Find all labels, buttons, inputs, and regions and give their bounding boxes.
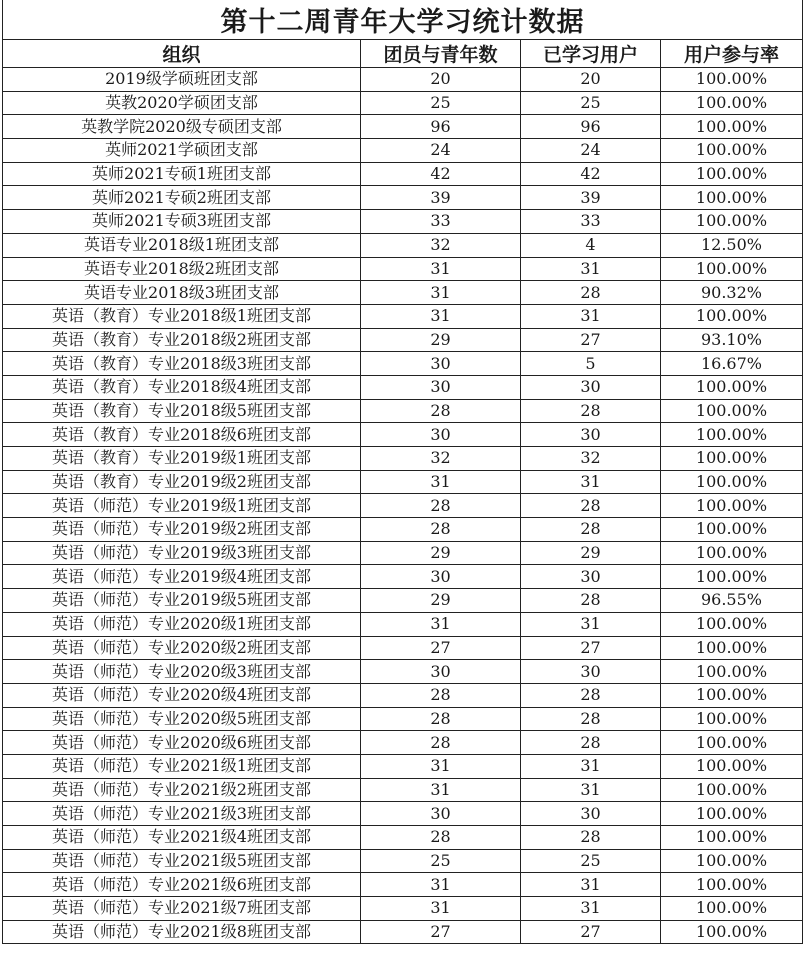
learned-users-cell: 31: [521, 257, 661, 281]
organization-cell: 英语（师范）专业2019级2班团支部: [3, 518, 361, 542]
learned-users-cell: 42: [521, 162, 661, 186]
learned-users-cell: 27: [521, 920, 661, 944]
member-count-cell: 31: [361, 612, 521, 636]
table-row: [3, 139, 803, 163]
learned-users-cell: 28: [521, 494, 661, 518]
organization-cell: 英师2021专硕1班团支部: [3, 162, 361, 186]
participation-rate-cell: 100.00%: [661, 375, 803, 399]
table-body: [3, 68, 803, 944]
participation-rate-cell: 100.00%: [661, 210, 803, 234]
table-row: [3, 115, 803, 139]
organization-cell: 英师2021学硕团支部: [3, 139, 361, 163]
participation-rate-cell: 100.00%: [661, 778, 803, 802]
learned-users-cell: 25: [521, 91, 661, 115]
table-row: [3, 612, 803, 636]
organization-cell: 英语（教育）专业2018级3班团支部: [3, 352, 361, 376]
learned-users-cell: 28: [521, 826, 661, 850]
organization-cell: 英语专业2018级1班团支部: [3, 233, 361, 257]
member-count-cell: 30: [361, 660, 521, 684]
table-row: [3, 849, 803, 873]
member-count-cell: 39: [361, 186, 521, 210]
table-row: [3, 589, 803, 613]
learned-users-cell: 27: [521, 328, 661, 352]
organization-cell: 英语（师范）专业2020级4班团支部: [3, 683, 361, 707]
member-count-cell: 20: [361, 68, 521, 92]
organization-cell: 英语（教育）专业2018级2班团支部: [3, 328, 361, 352]
member-count-cell: 31: [361, 257, 521, 281]
learned-users-cell: 28: [521, 589, 661, 613]
learned-users-cell: 31: [521, 897, 661, 921]
organization-cell: 英语（教育）专业2018级1班团支部: [3, 304, 361, 328]
table-row: [3, 494, 803, 518]
participation-rate-cell: 100.00%: [661, 399, 803, 423]
participation-rate-cell: 100.00%: [661, 636, 803, 660]
learned-users-cell: 32: [521, 447, 661, 471]
learned-users-cell: 31: [521, 778, 661, 802]
table-row: [3, 423, 803, 447]
member-count-cell: 31: [361, 778, 521, 802]
organization-cell: 英语（师范）专业2020级6班团支部: [3, 731, 361, 755]
participation-rate-cell: 100.00%: [661, 257, 803, 281]
header-row: [3, 40, 803, 68]
learned-users-cell: 31: [521, 470, 661, 494]
learned-users-cell: 28: [521, 707, 661, 731]
table-row: [3, 754, 803, 778]
table-row: [3, 186, 803, 210]
member-count-cell: 27: [361, 636, 521, 660]
participation-rate-cell: 100.00%: [661, 115, 803, 139]
table-row: [3, 873, 803, 897]
organization-cell: 英语（师范）专业2021级7班团支部: [3, 897, 361, 921]
member-count-cell: 31: [361, 873, 521, 897]
participation-rate-cell: 100.00%: [661, 920, 803, 944]
participation-rate-cell: 100.00%: [661, 186, 803, 210]
participation-rate-cell: 100.00%: [661, 849, 803, 873]
member-count-cell: 31: [361, 281, 521, 305]
table-row: [3, 399, 803, 423]
organization-cell: 英语（师范）专业2019级4班团支部: [3, 565, 361, 589]
learned-users-cell: 96: [521, 115, 661, 139]
organization-cell: 英语（教育）专业2018级6班团支部: [3, 423, 361, 447]
learned-users-cell: 30: [521, 565, 661, 589]
participation-rate-cell: 100.00%: [661, 754, 803, 778]
table-row: [3, 281, 803, 305]
table-row: [3, 518, 803, 542]
participation-rate-cell: 100.00%: [661, 897, 803, 921]
participation-rate-cell: 100.00%: [661, 91, 803, 115]
table-row: [3, 162, 803, 186]
member-count-cell: 31: [361, 470, 521, 494]
organization-cell: 英语（师范）专业2021级2班团支部: [3, 778, 361, 802]
column-header-organization: 组织: [3, 40, 361, 68]
table-row: [3, 707, 803, 731]
member-count-cell: 30: [361, 375, 521, 399]
column-header-member-count: 团员与青年数: [361, 40, 521, 68]
member-count-cell: 29: [361, 589, 521, 613]
table-row: [3, 920, 803, 944]
participation-rate-cell: 100.00%: [661, 612, 803, 636]
organization-cell: 英师2021专硕3班团支部: [3, 210, 361, 234]
table-row: [3, 565, 803, 589]
learned-users-cell: 31: [521, 873, 661, 897]
member-count-cell: 29: [361, 328, 521, 352]
table-row: [3, 447, 803, 471]
table-row: [3, 897, 803, 921]
table-row: [3, 731, 803, 755]
member-count-cell: 33: [361, 210, 521, 234]
participation-rate-cell: 100.00%: [661, 707, 803, 731]
learned-users-cell: 31: [521, 754, 661, 778]
organization-cell: 英语专业2018级2班团支部: [3, 257, 361, 281]
table-row: [3, 68, 803, 92]
participation-rate-cell: 90.32%: [661, 281, 803, 305]
learned-users-cell: 30: [521, 660, 661, 684]
participation-rate-cell: 100.00%: [661, 518, 803, 542]
participation-rate-cell: 100.00%: [661, 68, 803, 92]
table-row: [3, 683, 803, 707]
participation-rate-cell: 100.00%: [661, 541, 803, 565]
member-count-cell: 42: [361, 162, 521, 186]
member-count-cell: 30: [361, 352, 521, 376]
learned-users-cell: 30: [521, 802, 661, 826]
learned-users-cell: 30: [521, 375, 661, 399]
organization-cell: 英语（师范）专业2021级1班团支部: [3, 754, 361, 778]
organization-cell: 英语（教育）专业2019级1班团支部: [3, 447, 361, 471]
member-count-cell: 30: [361, 423, 521, 447]
participation-rate-cell: 100.00%: [661, 139, 803, 163]
learned-users-cell: 31: [521, 304, 661, 328]
organization-cell: 英语（师范）专业2019级5班团支部: [3, 589, 361, 613]
organization-cell: 英语（师范）专业2021级5班团支部: [3, 849, 361, 873]
member-count-cell: 31: [361, 754, 521, 778]
organization-cell: 英语（师范）专业2019级1班团支部: [3, 494, 361, 518]
table-row: [3, 352, 803, 376]
learned-users-cell: 20: [521, 68, 661, 92]
participation-rate-cell: 100.00%: [661, 826, 803, 850]
member-count-cell: 31: [361, 304, 521, 328]
organization-cell: 英教2020学硕团支部: [3, 91, 361, 115]
table-row: [3, 778, 803, 802]
organization-cell: 英语（师范）专业2021级3班团支部: [3, 802, 361, 826]
participation-rate-cell: 100.00%: [661, 470, 803, 494]
member-count-cell: 28: [361, 707, 521, 731]
table-row: [3, 636, 803, 660]
learned-users-cell: 24: [521, 139, 661, 163]
member-count-cell: 30: [361, 565, 521, 589]
table-row: [3, 91, 803, 115]
table-row: [3, 802, 803, 826]
member-count-cell: 96: [361, 115, 521, 139]
participation-rate-cell: 100.00%: [661, 162, 803, 186]
member-count-cell: 29: [361, 541, 521, 565]
table-row: [3, 470, 803, 494]
participation-rate-cell: 100.00%: [661, 565, 803, 589]
organization-cell: 英语专业2018级3班团支部: [3, 281, 361, 305]
column-header-participation-rate: 用户参与率: [661, 40, 803, 68]
member-count-cell: 32: [361, 233, 521, 257]
organization-cell: 英师2021专硕2班团支部: [3, 186, 361, 210]
learned-users-cell: 28: [521, 731, 661, 755]
learned-users-cell: 33: [521, 210, 661, 234]
learned-users-cell: 25: [521, 849, 661, 873]
member-count-cell: 25: [361, 91, 521, 115]
organization-cell: 英语（师范）专业2020级2班团支部: [3, 636, 361, 660]
learned-users-cell: 4: [521, 233, 661, 257]
member-count-cell: 28: [361, 731, 521, 755]
participation-rate-cell: 100.00%: [661, 683, 803, 707]
table-row: [3, 257, 803, 281]
learned-users-cell: 27: [521, 636, 661, 660]
participation-rate-cell: 100.00%: [661, 447, 803, 471]
organization-cell: 英语（师范）专业2020级5班团支部: [3, 707, 361, 731]
member-count-cell: 30: [361, 802, 521, 826]
table-row: [3, 328, 803, 352]
stats-table: [2, 0, 803, 944]
learned-users-cell: 5: [521, 352, 661, 376]
participation-rate-cell: 100.00%: [661, 304, 803, 328]
learned-users-cell: 28: [521, 281, 661, 305]
member-count-cell: 28: [361, 518, 521, 542]
member-count-cell: 28: [361, 399, 521, 423]
table-row: [3, 304, 803, 328]
learned-users-cell: 31: [521, 612, 661, 636]
table-row: [3, 541, 803, 565]
learned-users-cell: 39: [521, 186, 661, 210]
organization-cell: 英语（师范）专业2021级6班团支部: [3, 873, 361, 897]
learned-users-cell: 30: [521, 423, 661, 447]
participation-rate-cell: 100.00%: [661, 423, 803, 447]
table-row: [3, 826, 803, 850]
column-header-learned-users: 已学习用户: [521, 40, 661, 68]
member-count-cell: 32: [361, 447, 521, 471]
participation-rate-cell: 100.00%: [661, 731, 803, 755]
participation-rate-cell: 16.67%: [661, 352, 803, 376]
learned-users-cell: 28: [521, 399, 661, 423]
participation-rate-cell: 93.10%: [661, 328, 803, 352]
participation-rate-cell: 100.00%: [661, 873, 803, 897]
participation-rate-cell: 100.00%: [661, 802, 803, 826]
learned-users-cell: 28: [521, 683, 661, 707]
member-count-cell: 25: [361, 849, 521, 873]
table-row: [3, 210, 803, 234]
organization-cell: 英语（师范）专业2020级1班团支部: [3, 612, 361, 636]
table-row: [3, 375, 803, 399]
organization-cell: 英语（教育）专业2018级5班团支部: [3, 399, 361, 423]
member-count-cell: 31: [361, 897, 521, 921]
organization-cell: 英语（教育）专业2019级2班团支部: [3, 470, 361, 494]
member-count-cell: 24: [361, 139, 521, 163]
member-count-cell: 27: [361, 920, 521, 944]
organization-cell: 2019级学硕班团支部: [3, 68, 361, 92]
organization-cell: 英语（师范）专业2020级3班团支部: [3, 660, 361, 684]
participation-rate-cell: 96.55%: [661, 589, 803, 613]
participation-rate-cell: 100.00%: [661, 660, 803, 684]
organization-cell: 英语（师范）专业2021级8班团支部: [3, 920, 361, 944]
organization-cell: 英语（师范）专业2019级3班团支部: [3, 541, 361, 565]
title-row: [3, 0, 803, 40]
member-count-cell: 28: [361, 494, 521, 518]
organization-cell: 英语（教育）专业2018级4班团支部: [3, 375, 361, 399]
organization-cell: 英教学院2020级专硕团支部: [3, 115, 361, 139]
table-row: [3, 233, 803, 257]
learned-users-cell: 29: [521, 541, 661, 565]
table-title: 第十二周青年大学习统计数据: [3, 0, 803, 40]
organization-cell: 英语（师范）专业2021级4班团支部: [3, 826, 361, 850]
table-row: [3, 660, 803, 684]
participation-rate-cell: 12.50%: [661, 233, 803, 257]
member-count-cell: 28: [361, 826, 521, 850]
learned-users-cell: 28: [521, 518, 661, 542]
participation-rate-cell: 100.00%: [661, 494, 803, 518]
member-count-cell: 28: [361, 683, 521, 707]
